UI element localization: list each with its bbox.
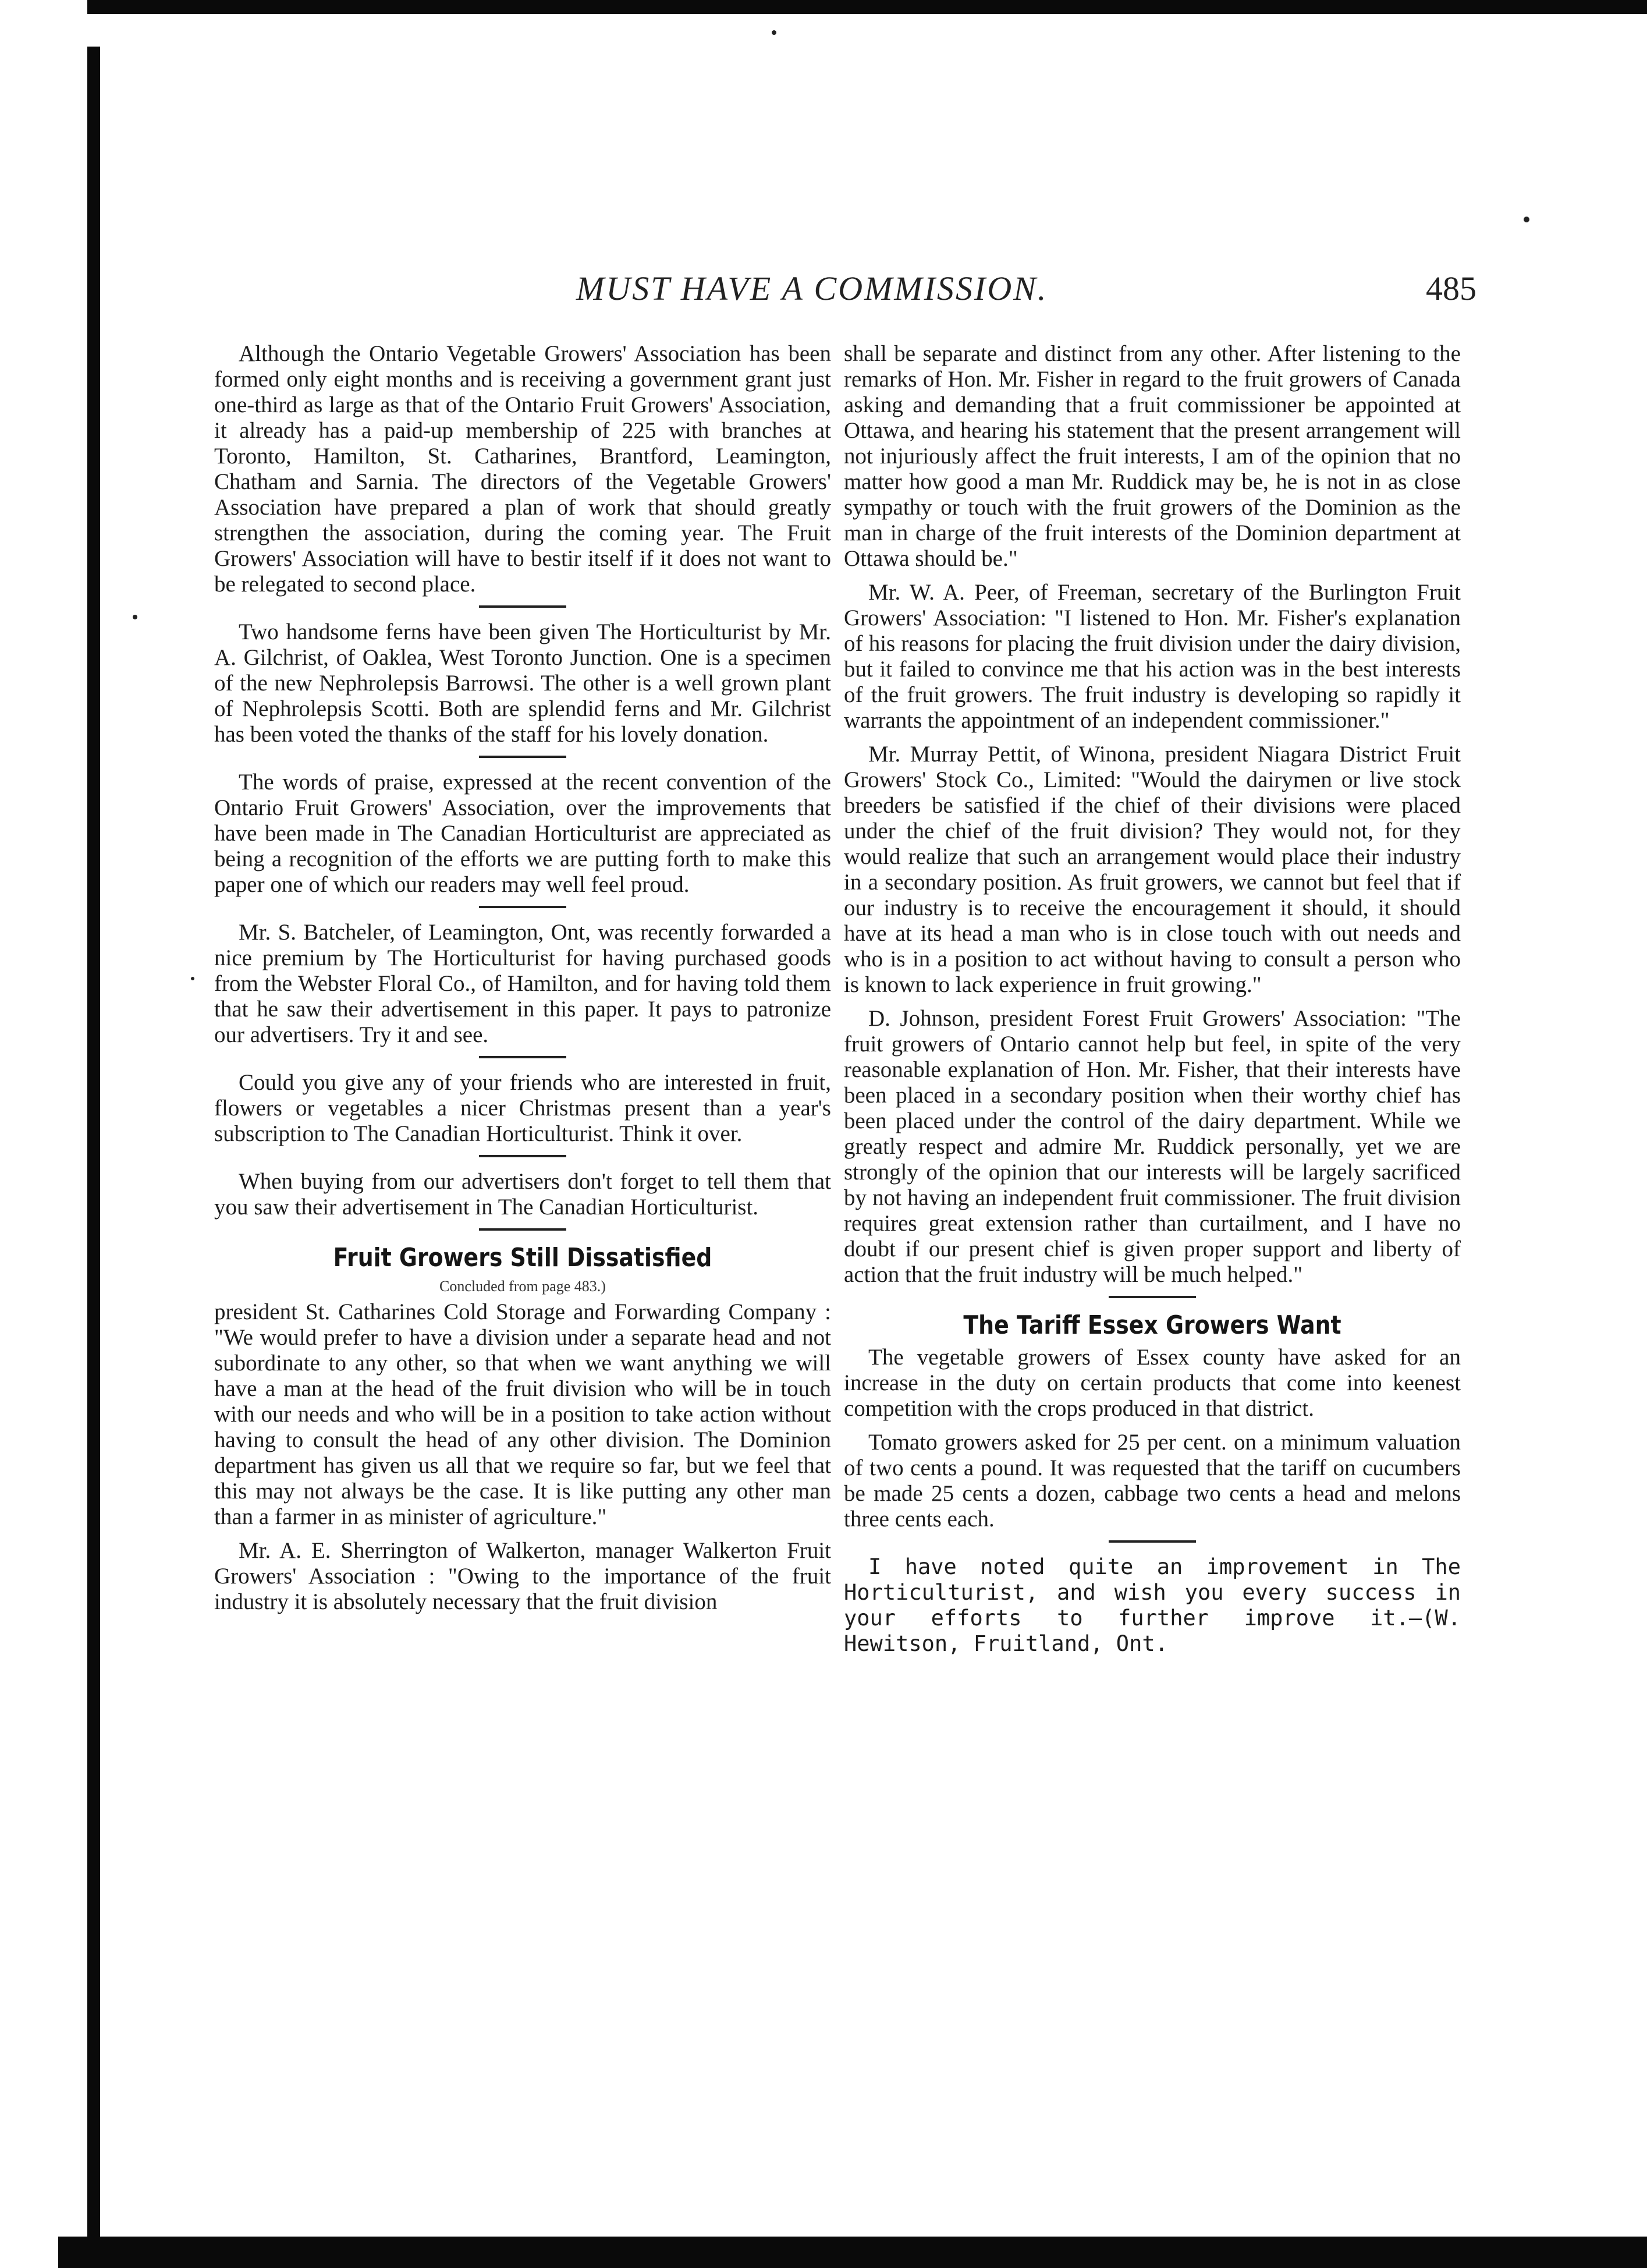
article-paragraph: Mr. W. A. Peer, of Freeman, secretary of the Burlington Fruit Growers' Association: "I listened to Hon. Mr. Fisher's explanation of his reasons for placing the fruit division under the dairy division, but it failed to convince me that his action was in the best interests of the fruit growers. The fruit industry is developing so rapidly it warrants the appointment of an independent commissioner.": [844, 580, 1461, 733]
section-rule: [1109, 1296, 1196, 1298]
article-paragraph: When buying from our advertisers don't forget to tell them that you saw their advertisement in The Canadian Horticulturist.: [214, 1169, 831, 1220]
article-paragraph: The words of praise, expressed at the recent convention of the Ontario Fruit Growers' Association, over the improvements that have been made in The Canadian Horticulturist are appreciated as being a recognition of the efforts we are putting forth to make this paper one of which our readers may well feel proud.: [214, 770, 831, 897]
article-paragraph: The vegetable growers of Essex county have asked for an increase in the duty on certain products that come into keenest competition with the crops produced in that district.: [844, 1345, 1461, 1421]
scan-border-left: [87, 47, 100, 2268]
article-heading: Fruit Growers Still Dissatisfied: [333, 1243, 712, 1273]
reader-testimonial: I have noted quite an improvement in The Horticulturist, and wish you every success in your efforts to further improve it.—(W. Hewitson, Fruitland, Ont.: [844, 1554, 1461, 1656]
article-paragraph: Two handsome ferns have been given The Horticulturist by Mr. A. Gilchrist, of Oaklea, West Toronto Junction. One is a specimen of the new Nephrolepsis Barrowsi. The other is a well grown plant of Nephrolepsis Scotti. Both are splendid ferns and Mr. Gilchrist has been voted the thanks of the staff for his lovely donation.: [214, 619, 831, 747]
section-rule: [479, 1056, 566, 1058]
section-rule: [479, 605, 566, 608]
article-paragraph: Could you give any of your friends who are interested in fruit, flowers or vegetables a nicer Christmas present than a year's subscription to The Canadian Horticulturist. Think it over.: [214, 1070, 831, 1146]
section-rule: [479, 906, 566, 908]
scan-speck: [133, 615, 137, 619]
section-rule: [1109, 1540, 1196, 1543]
scan-border-bottom: [58, 2237, 1647, 2268]
article-paragraph: Mr. A. E. Sherrington of Walkerton, manager Walkerton Fruit Growers' Association : "Owing to the importance of the fruit industry it is absolutely necessary that the fruit division: [214, 1538, 831, 1614]
section-rule: [479, 1155, 566, 1157]
article-paragraph: Mr. Murray Pettit, of Winona, president Niagara District Fruit Growers' Stock Co., Limited: "Would the dairymen or live stock breeders be satisfied if the chief of their divisions were placed under the chief of the fruit division? They would not, for they would realize that such an arrangement would place their industry in a secondary position. As fruit growers, we cannot but feel that if our industry is to receive the encouragement it should, it should have at its head a man who is in close touch with out needs and who is in a position to act without having to consult a person who is known to lack experience in fruit growing.": [844, 742, 1461, 997]
article-paragraph: Tomato growers asked for 25 per cent. on a minimum valuation of two cents a pound. It was requested that the tariff on cucumbers be made 25 cents a dozen, cabbage two cents a head and melons three cents each.: [844, 1430, 1461, 1532]
left-column: [214, 341, 831, 1623]
article-paragraph: Mr. S. Batcheler, of Leamington, Ont, was recently forwarded a nice premium by The Horticulturist for having purchased goods from the Webster Floral Co., of Hamilton, and for having told them that he saw their advertisement in this paper. It pays to patronize our advertisers. Try it and see.: [214, 920, 831, 1047]
article-paragraph: shall be separate and distinct from any other. After listening to the remarks of Hon. Mr. Fisher in regard to the fruit growers of Canada asking and demanding that a fruit commissioner be appointed at Ottawa, and hearing his statement that the present arrangement will not injuriously affect the fruit interests, I am of the opinion that no matter how good a man Mr. Ruddick may be, he is not in as close sympathy or touch with the fruit growers of the Dominion as the man in charge of the fruit interests of the Dominion department at Ottawa should be.": [844, 341, 1461, 571]
article-heading: The Tariff Essex Growers Want: [963, 1310, 1341, 1340]
article-paragraph: Although the Ontario Vegetable Growers' Association has been formed only eight months and is receiving a government grant just one-third as large as that of the Ontario Fruit Growers' Association, it already has a paid-up membership of 225 with branches at Toronto, Hamilton, St. Catharines, Brantford, Leamington, Chatham and Sarnia. The directors of the Vegetable Growers' Association have prepared a plan of work that should greatly strengthen the association, during the coming year. The Fruit Growers' Association will have to bestir itself if it does not want to be relegated to second place.: [214, 341, 831, 597]
article-paragraph: D. Johnson, president Forest Fruit Growers' Association: "The fruit growers of Ontario cannot help but feel, in spite of the very reasonable explanation of Hon. Mr. Fisher, that their interests have been placed in a secondary position when their worthy chief has been placed under the control of the dairy department. While we greatly respect and admire Mr. Ruddick personally, yet we are strongly of the opinion that our interests will be largely sacrificed by not having an independent fruit commissioner. The fruit division requires great extension rather than curtailment, and I have no doubt if our present chief is given proper support and liberty of action that the fruit industry will be much helped.": [844, 1006, 1461, 1287]
scan-border-top: [87, 0, 1647, 14]
running-head: MUST HAVE A COMMISSION.: [576, 270, 1048, 307]
scan-speck: [772, 30, 776, 35]
scan-speck: [191, 977, 194, 980]
scan-speck: [1524, 217, 1529, 222]
page-number: 485: [1426, 270, 1476, 307]
right-column: [844, 341, 1461, 1665]
section-rule: [479, 756, 566, 758]
continuation-note: Concluded from page 483.): [439, 1278, 606, 1295]
article-paragraph: president St. Catharines Cold Storage and Forwarding Company : "We would prefer to have a division under a separate head and not subordinate to any other, so that when we want anything we will have a man at the head of the fruit division who will be in touch with our needs and who will be in a position to take action without having to consult the head of any other division. The Dominion department has given us all that we require so far, but we feel that this may not always be the case. It is like putting any other man than a farmer in as minister of agriculture.": [214, 1299, 831, 1529]
section-rule: [479, 1228, 566, 1231]
